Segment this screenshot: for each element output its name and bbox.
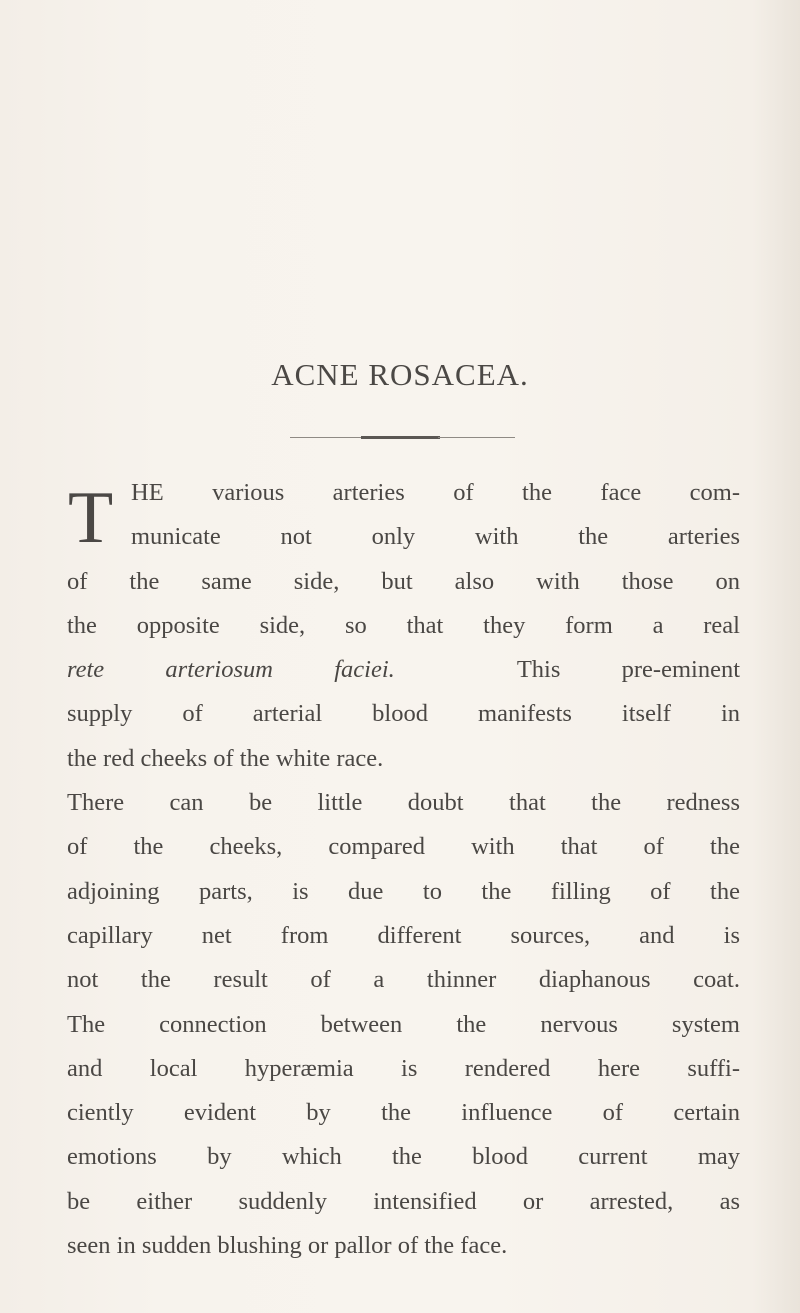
text-line: of the cheeks, compared with that of the	[67, 833, 740, 861]
text-line: ciently evident by the influence of certain	[67, 1099, 740, 1127]
page-title: ACNE ROSACEA.	[271, 357, 529, 392]
text-line: emotions by which the blood current may	[67, 1143, 740, 1171]
text-line: seen in sudden blushing or pallor of the face.	[67, 1232, 508, 1260]
text-line: capillary net from different sources, and is	[67, 921, 740, 949]
text-line: The connection between the nervous system	[67, 1010, 740, 1038]
title-ornament-rule	[290, 436, 515, 440]
text-line: of the same side, but also with those on	[67, 567, 740, 595]
drop-cap: T	[68, 477, 114, 559]
text-line: There can be little doubt that the redness	[67, 789, 740, 817]
italic-phrase: rete arteriosum faciei.	[67, 656, 395, 684]
text-line: the red cheeks of the white race.	[67, 744, 384, 772]
text-line: be either suddenly intensified or arrested, as	[67, 1187, 740, 1215]
text-line: HE various arteries of the face com-	[131, 479, 740, 506]
ornament-line-left	[290, 437, 362, 438]
text-line: municate not only with the arteries	[131, 523, 740, 551]
text-line: not the result of a thinner diaphanous coat.	[67, 966, 740, 994]
text-line: supply of arterial blood manifests itself in	[67, 700, 740, 728]
text-line: the opposite side, so that they form a real	[67, 611, 740, 639]
text-line: and local hyperæmia is rendered here suffi-	[67, 1054, 740, 1082]
text-line: adjoining parts, is due to the filling of the	[67, 877, 740, 905]
body-text	[67, 471, 740, 1268]
ornament-center-bar	[361, 436, 440, 439]
ornament-line-right	[438, 437, 515, 438]
text-line: rete arteriosum faciei. This pre-eminent	[67, 656, 740, 684]
